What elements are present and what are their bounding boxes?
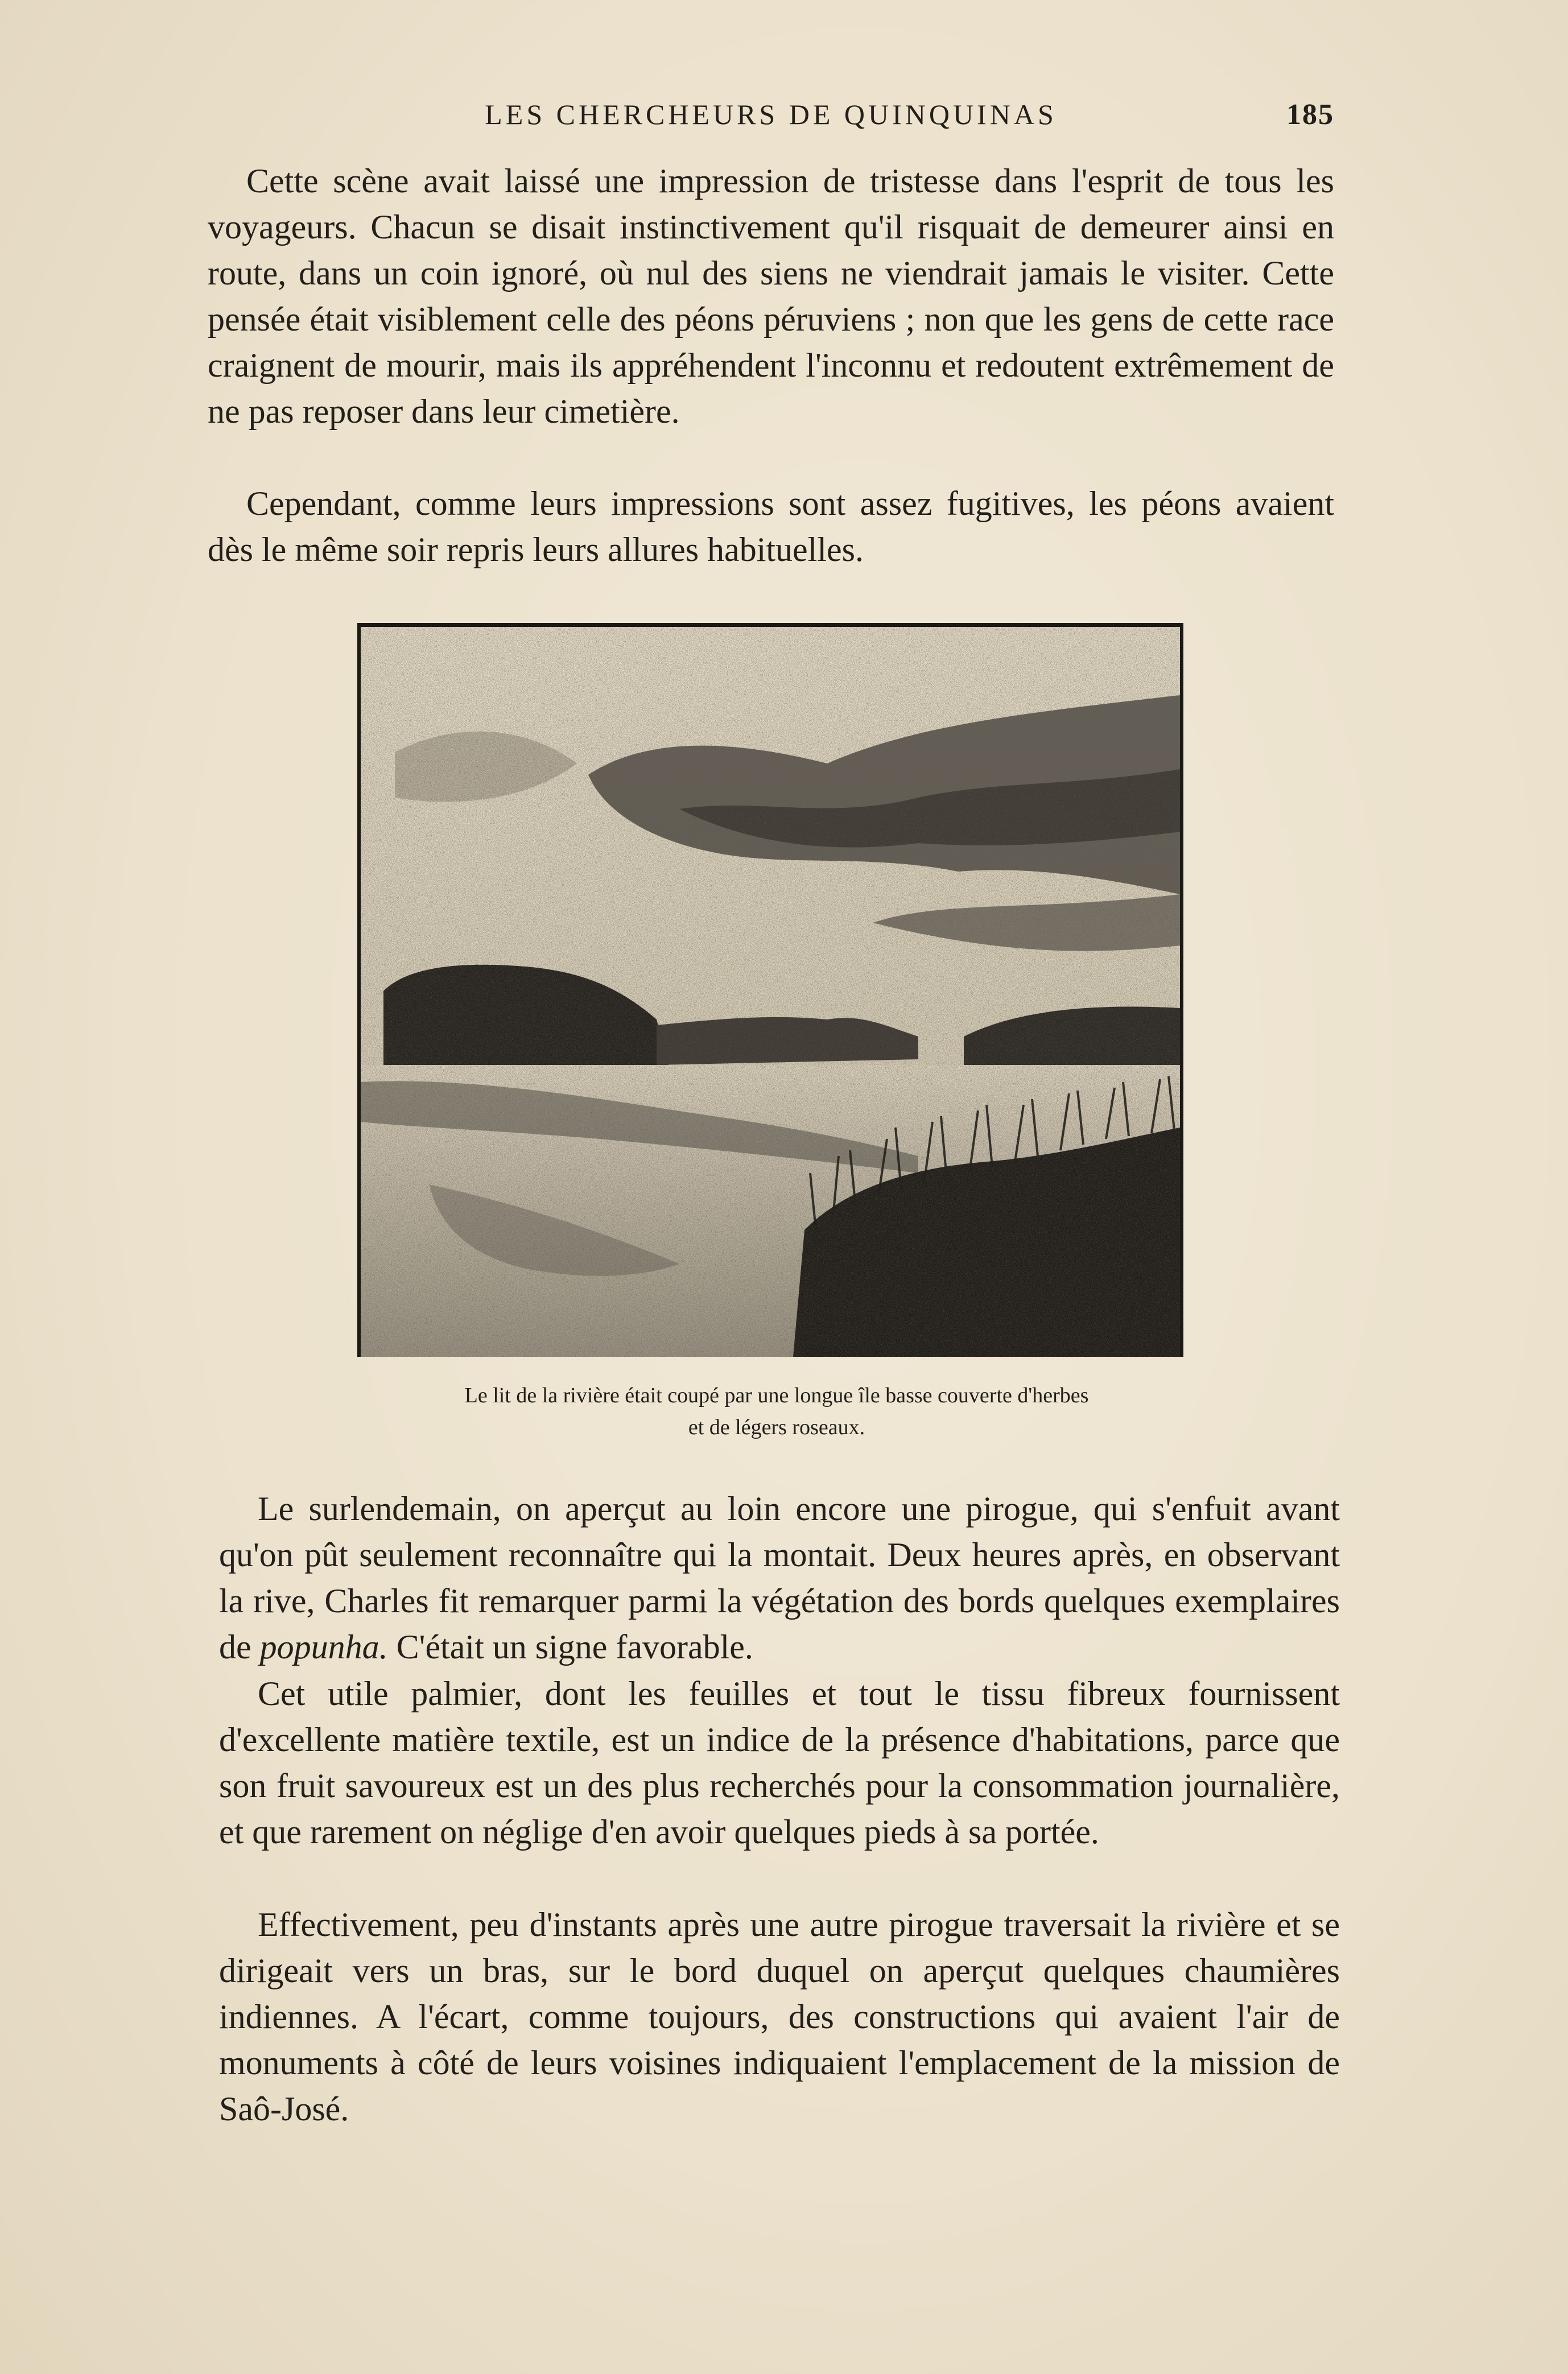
paragraph-4: Cet utile palmier, dont les feuilles et tout le tissu fibreux fournissent d'excellente matière textile, est un indice de la présence d'habitations, parce que son fruit savoureux est un des plus recherchés pour la consommation journalière, et que rarement on néglige d'en avoir quelques pieds à sa portée. bbox=[219, 1675, 1340, 1851]
paragraph-3-italic-term: popunha. bbox=[259, 1628, 388, 1666]
paragraph-1: Cette scène avait laissé une impression de tristesse dans l'esprit de tous les voyageurs. Chacun se disait instinctivement qu'il risquait de demeurer ainsi en route, dans un coin ignoré, où nul des siens ne viendrait jamais le visiter. Cette pensée était visiblement celle des péons péruviens ; non que les gens de cette race craignent de mourir, mais ils appréhendent l'inconnu et redoutent extrêmement de ne pas reposer dans leur cimetière. bbox=[208, 162, 1334, 430]
page-number: 185 bbox=[1286, 98, 1334, 131]
running-title: LES CHERCHEURS DE QUINQUINAS bbox=[485, 98, 1057, 130]
figure-caption bbox=[341, 1380, 1212, 1443]
paragraph-3-tail: C'était un signe favorable. bbox=[387, 1628, 753, 1666]
paragraph-5: Effectivement, peu d'instants après une autre pirogue traversait la rivière et se dirigeait vers un bras, sur le bord duquel on aperçut quelques chaumières indiennes. A l'écart, comme toujours, des constructions qui avaient l'air de monuments à côté de leurs voisines indiquaient l'emplacement de la mission de Saô-José. bbox=[219, 1906, 1340, 2128]
caption-line-1: Le lit de la rivière était coupé par une longue île basse couverte d'herbes bbox=[464, 1384, 1089, 1407]
paragraph-2: Cependant, comme leurs impressions sont assez fugitives, les péons avaient dès le même soir repris leurs allures habituelles. bbox=[208, 485, 1334, 568]
paragraph-3-text: Le surlendemain, on aperçut au loin encore une pirogue, qui s'enfuit avant qu'on pût seulement reconnaître qui la montait. Deux heures après, en observant la rive, Charles fit remarquer parmi la végétation des bords quelques exemplaires de bbox=[219, 1490, 1340, 1666]
caption-line-2: et de légers roseaux. bbox=[688, 1415, 865, 1439]
river-engraving-illustration bbox=[357, 623, 1183, 1357]
running-head bbox=[208, 98, 1334, 138]
paragraph-3 bbox=[219, 1486, 1340, 1670]
